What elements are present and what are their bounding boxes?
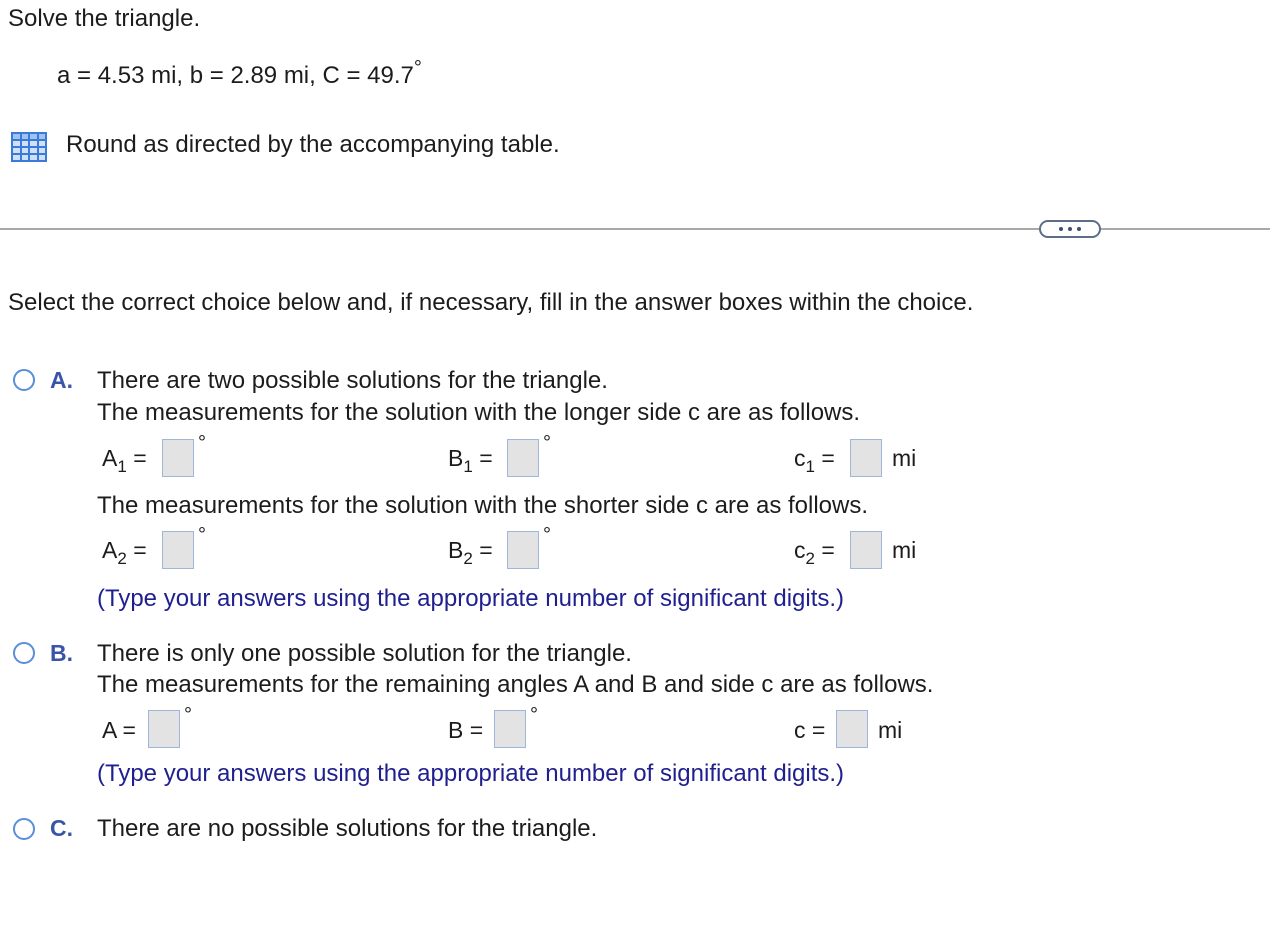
a2-label: $A_2$ =: [102, 537, 147, 568]
ellipsis-dot-icon: [1059, 227, 1063, 231]
choice-a-line2: The measurements for the solution with the longer side c are as follows.: [97, 399, 861, 426]
b2-input[interactable]: [507, 531, 539, 569]
b-a-input[interactable]: [148, 710, 180, 748]
table-icon[interactable]: [11, 132, 47, 162]
a1-input[interactable]: [162, 439, 194, 477]
problem-given: [57, 57, 422, 91]
b-a-degree: °: [184, 704, 192, 726]
choice-b-radio[interactable]: [13, 642, 35, 664]
choice-a-radio[interactable]: [13, 369, 35, 391]
choice-b-line1: There is only one possible solution for the triangle.: [97, 640, 632, 667]
b2-label: $B_2$ =: [448, 537, 493, 568]
a2-input[interactable]: [162, 531, 194, 569]
choice-a-line3: The measurements for the solution with the shorter side c are as follows.: [97, 492, 869, 519]
b1-degree: °: [543, 432, 551, 454]
b2-degree: °: [543, 524, 551, 546]
ellipsis-dot-icon: [1077, 227, 1081, 231]
b-c-input[interactable]: [836, 710, 868, 748]
b-b-degree: °: [530, 704, 538, 726]
a2-degree: °: [198, 524, 206, 546]
table-note: Round as directed by the accompanying table.: [66, 131, 560, 158]
choice-b-line2: The measurements for the remaining angles A and B and side c are as follows.: [97, 671, 934, 698]
b-a-label: A =: [102, 717, 136, 743]
ellipsis-dot-icon: [1068, 227, 1072, 231]
b-b-label: B =: [448, 717, 484, 743]
c2-input[interactable]: [850, 531, 882, 569]
choice-b-hint: (Type your answers using the appropriate number of significant digits.): [97, 760, 845, 787]
choice-c-radio[interactable]: [13, 818, 35, 840]
b1-label: $B_1$ =: [448, 445, 493, 476]
a1-degree: °: [198, 432, 206, 454]
c1-label: $c_1$ =: [794, 445, 835, 476]
choice-a-line1: There are two possible solutions for the triangle.: [97, 367, 608, 394]
problem-instruction: Solve the triangle.: [8, 5, 201, 32]
a1-label: $A_1$ =: [102, 445, 147, 476]
c1-unit: mi: [892, 445, 917, 471]
choice-a-hint: (Type your answers using the appropriate number of significant digits.): [97, 585, 845, 612]
c2-unit: mi: [892, 537, 917, 563]
c2-label: $c_2$ =: [794, 537, 835, 568]
choice-c-line1: There are no possible solutions for the triangle.: [97, 815, 598, 842]
b-b-input[interactable]: [494, 710, 526, 748]
choice-c-letter: C.: [50, 815, 73, 841]
b-c-label: c =: [794, 717, 826, 743]
given-values: a = 4.53 mi, b = 2.89 mi, C = 49.7: [57, 62, 414, 89]
degree-symbol: °: [413, 57, 422, 79]
choice-b-letter: B.: [50, 640, 73, 666]
c1-input[interactable]: [850, 439, 882, 477]
b-c-unit: mi: [878, 717, 903, 743]
select-prompt: Select the correct choice below and, if necessary, fill in the answer boxes within the choice.: [8, 289, 974, 316]
b1-input[interactable]: [507, 439, 539, 477]
more-options-button[interactable]: [1039, 220, 1101, 238]
choice-a-letter: A.: [50, 367, 73, 393]
